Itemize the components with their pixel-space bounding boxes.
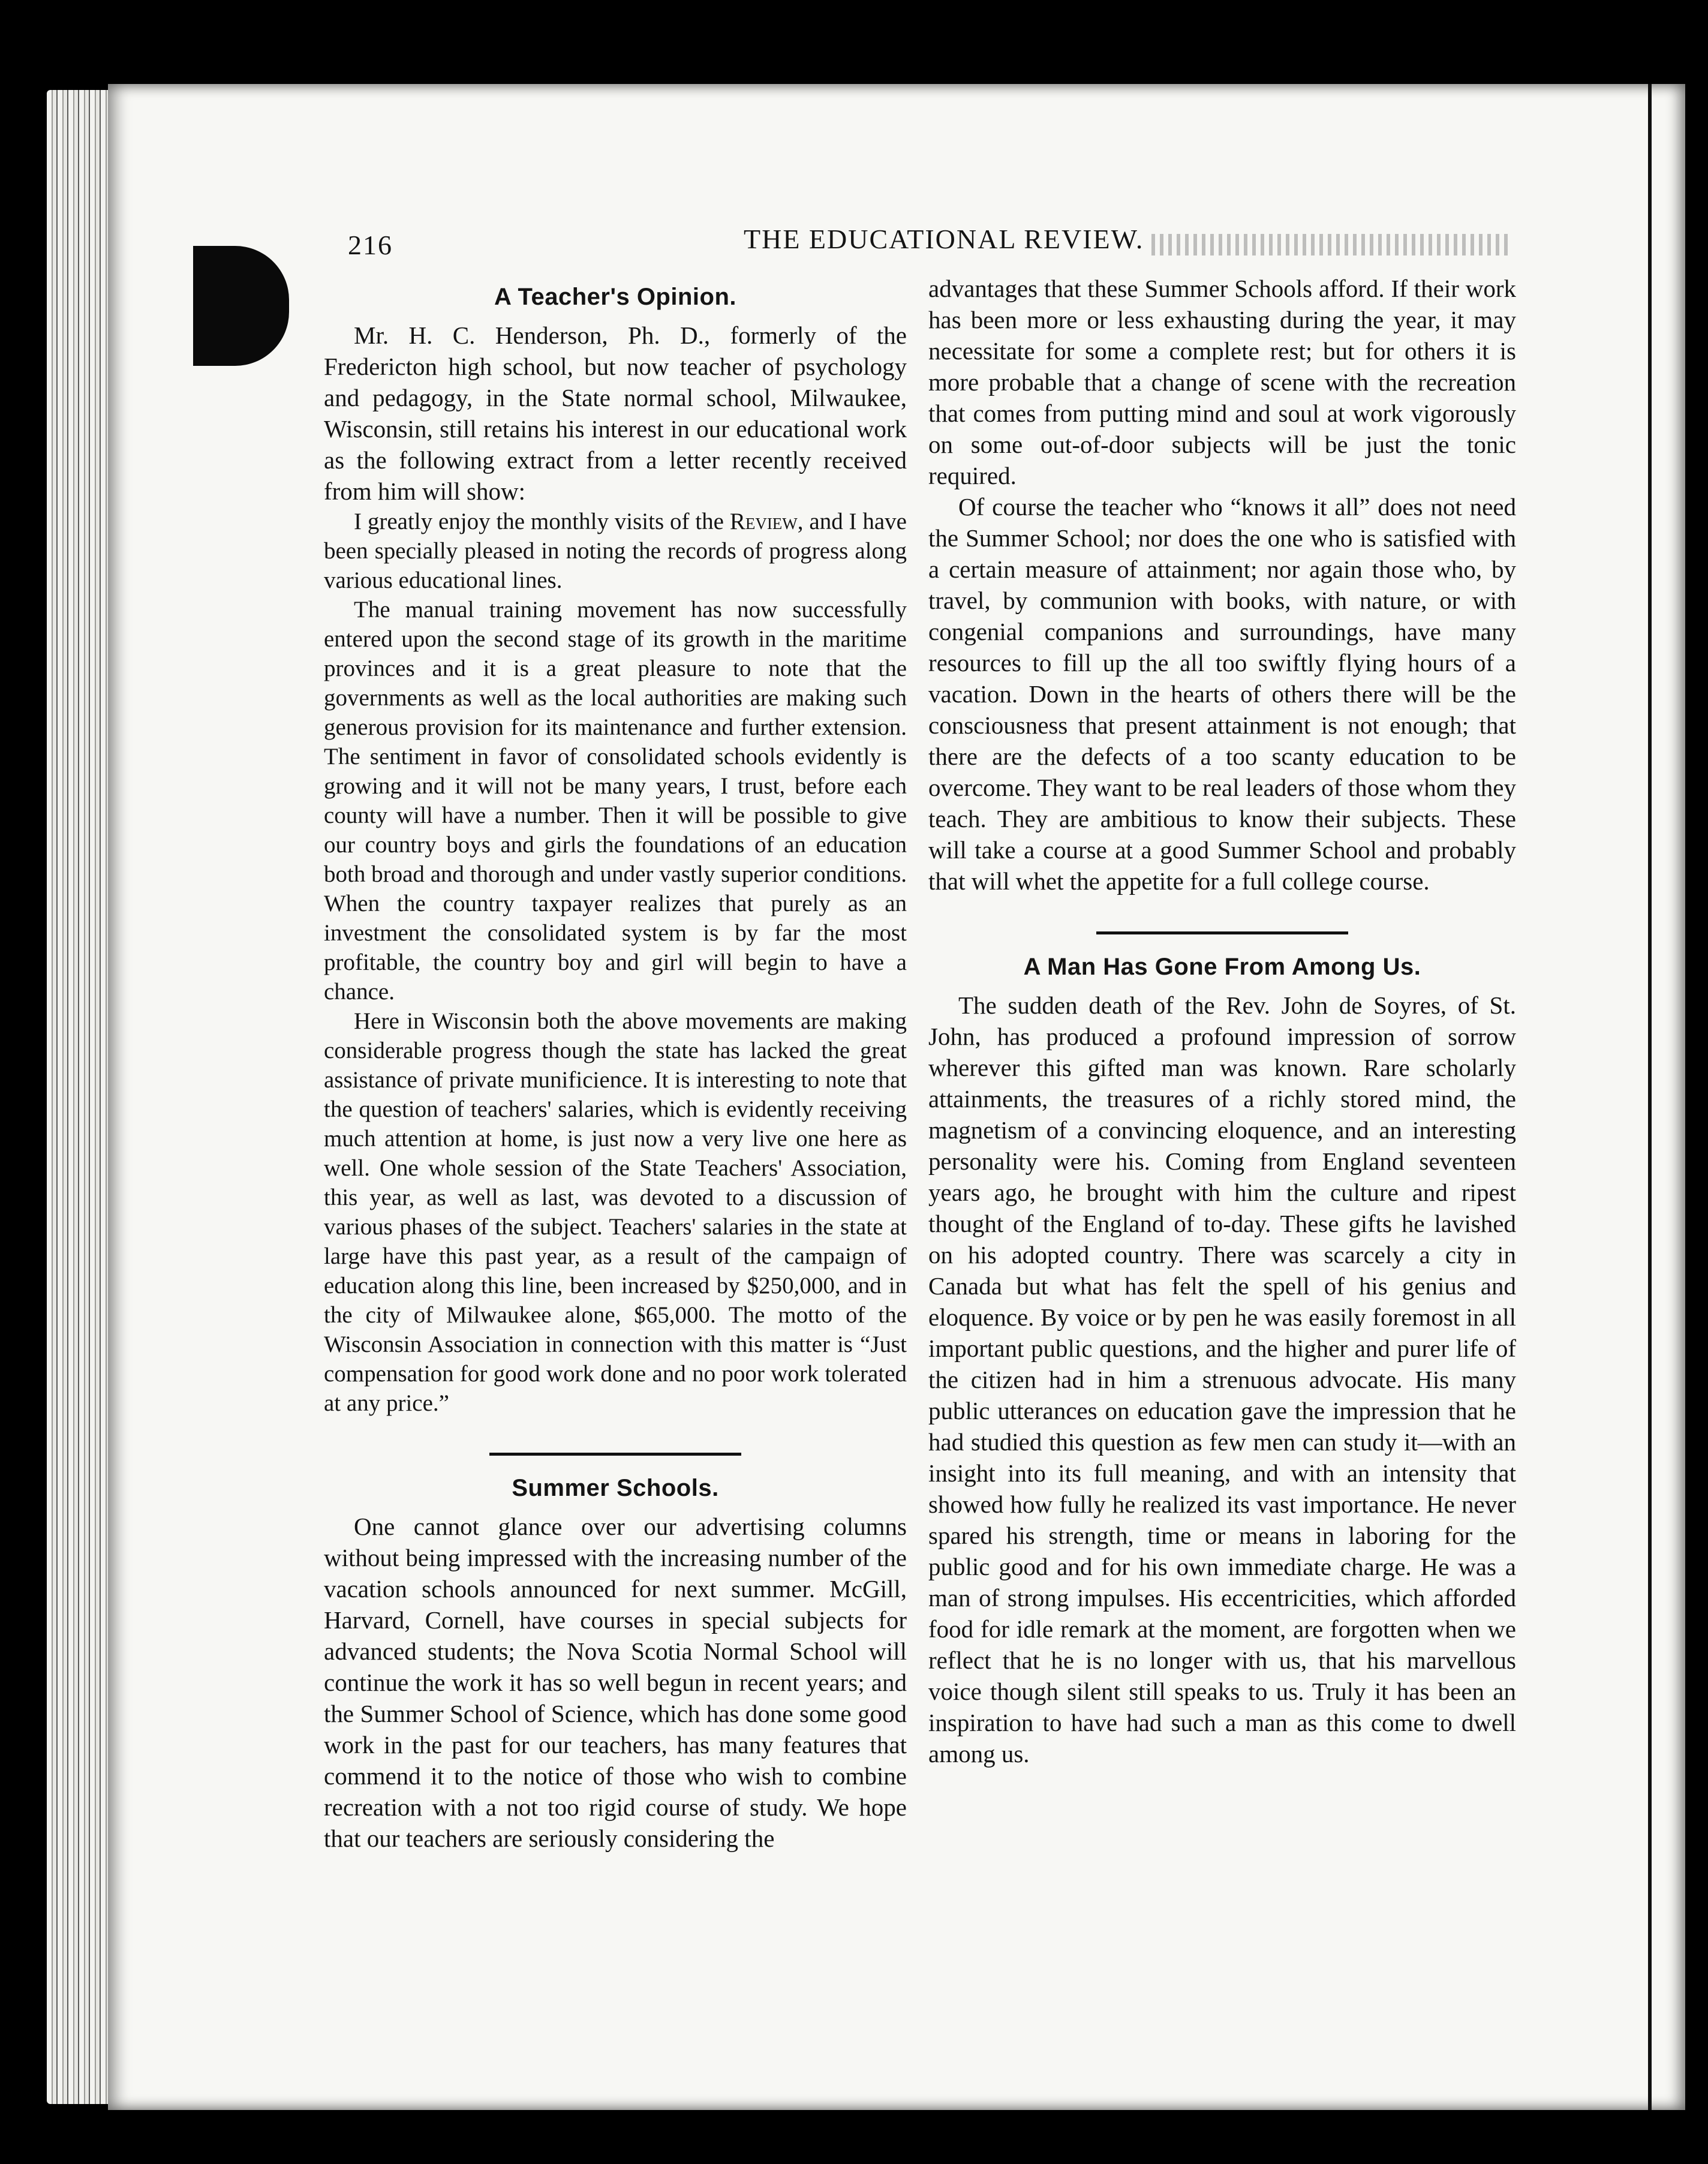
section-divider [489,1453,741,1456]
right-column [928,273,1516,1769]
article-paragraph: Mr. H. C. Henderson, Ph. D., formerly of the Fredericton high school, but now teacher of psychology and pedagogy, in the State normal school, Milwaukee, Wisconsin, still retains his interest in our educational work as the following extract from a letter recently received from him will show: [324,321,907,505]
page-number: 216 [348,230,393,260]
article-summer-schools [324,1472,907,1854]
article-summer-schools-continued [928,273,1516,897]
book-page-edges [47,90,114,2104]
text-run: I greatly enjoy the monthly visits of the [354,509,730,534]
binding-line [1648,84,1652,2110]
article-paragraph: The sudden death of the Rev. John de Soyres, of St. John, has produced a profound impression of sorrow wherever this gifted man was known. Rare scholarly attainments, the treasures of a richly stored mind, the magnetism of a convincing eloquence, and an interesting personality were his. Coming from England seventeen years ago, he brought with him the culture and ripest thought of the England of to-day. These gifts he lavished on his adopted country. There was scarcely a city in Canada but what has felt the spell of his genius and eloquence. By voice or by pen he was easily foremost in all important public questions, and the higher and purer life of the citizen had in him a strenuous advocate. His many public utterances on education gave the impression that he had studied this question as few men can study it—with an insight into its full meaning, and with an intensity that showed how fully he realized its vast importance. He never spared his strength, time or means in laboring for the public good and for his own immediate charge. He was a man of strong impulses. His eccentricities, which afforded food for idle remark at the moment, are forgotten when we reflect that he is no longer with us, that his marvellous voice though silent still speaks to us. Truly it has been an inspiration to have had such a man as this come to dwell among us. [928,991,1516,1768]
article-paragraph: Of course the teacher who “knows it all” does not need the Summer School; nor does the one who is satisfied with a certain measure of attainment; nor again those who, by travel, by communion with books, with nature, or with congenial companions and surroundings, have many resources to fill up the all too swiftly flying hours of a vacation. Down in the hearts of others there will be the consciousness that present attainment is not enough; that there are the defects of a too scanty education to be overcome. They want to be real leaders of those whom they teach. They are ambitious to know their subjects. These will take a course at a good Summer School and probably that will whet the appetite for a full college course. [928,493,1516,895]
binder-clip [193,246,289,366]
text-run: , and I have been specially pleased in noting the records of progress along various educational lines. [324,509,907,593]
article-title: Summer Schools. [512,1475,719,1501]
letter-paragraph: Here in Wisconsin both the above movements are making considerable progress though the state has lacked the great assistance of private munificience. It is interesting to note that the question of teachers' salaries, which is evidently receiving much attention at home, is just now a very live one here as well. One whole session of the State Teachers' Association, this year, as well as last, was devoted to a discussion of various phases of the subject. Teachers' salaries in the state at large have this past year, as a result of the campaign of education along this line, been increased by $250,000, and in the city of Milwaukee alone, $65,000. The motto of the Wisconsin Association in connection with this matter is “Just compensation for good work done and no poor work tolerated at any price.” [324,1008,907,1416]
print-smudge [1151,234,1511,256]
journal-title: THE EDUCATIONAL REVIEW. [744,224,1144,254]
section-divider [1096,931,1348,934]
article-teachers-opinion [324,281,907,1418]
article-paragraph: One cannot glance over our advertising columns without being impressed with the increasing number of the vacation schools announced for next summer. McGill, Harvard, Cornell, have courses in special subjects for advanced students; the Nova Scotia Normal School will continue the work it has so well begun in recent years; and the Summer School of Science, which has done some good work in the past for our teachers, has many features that commend it to the notice of those who wish to combine recreation with a not too rigid course of study. We hope that our teachers are seriously considering the [324,1513,907,1852]
letter-paragraph: The manual training movement has now successfully entered upon the second stage of its growth in the maritime provinces and it is a great pleasure to note that the governments as well as the local authorities are making such generous provision for its maintenance and further extension. The sentiment in favor of consolidated schools evidently is growing and it will not be many years, I trust, before each county will have a number. Then it will be possible to give our country boys and girls the foundations of an education both broad and thorough and under vastly superior conditions. When the country taxpayer realizes that purely as an investment the consolidated system is by far the most profitable, the country boy and girl will begin to have a chance. [324,597,907,1005]
article-man-gone [928,951,1516,1769]
running-head [348,223,1511,265]
letter-extract [324,507,907,1418]
article-title: A Teacher's Opinion. [494,284,737,310]
letter-paragraph [324,507,907,595]
article-title: A Man Has Gone From Among Us. [1023,954,1421,980]
left-column [324,273,907,1854]
review-name: Review [729,509,798,534]
article-paragraph: advantages that these Summer Schools afford. If their work has been more or less exhausting during the year, it may necessitate for some a complete rest; but for others it is more probable that a change of scene with the recreation that comes from putting mind and soul at work vigorously on some out-of-door subjects will be just the tonic required. [928,275,1516,489]
